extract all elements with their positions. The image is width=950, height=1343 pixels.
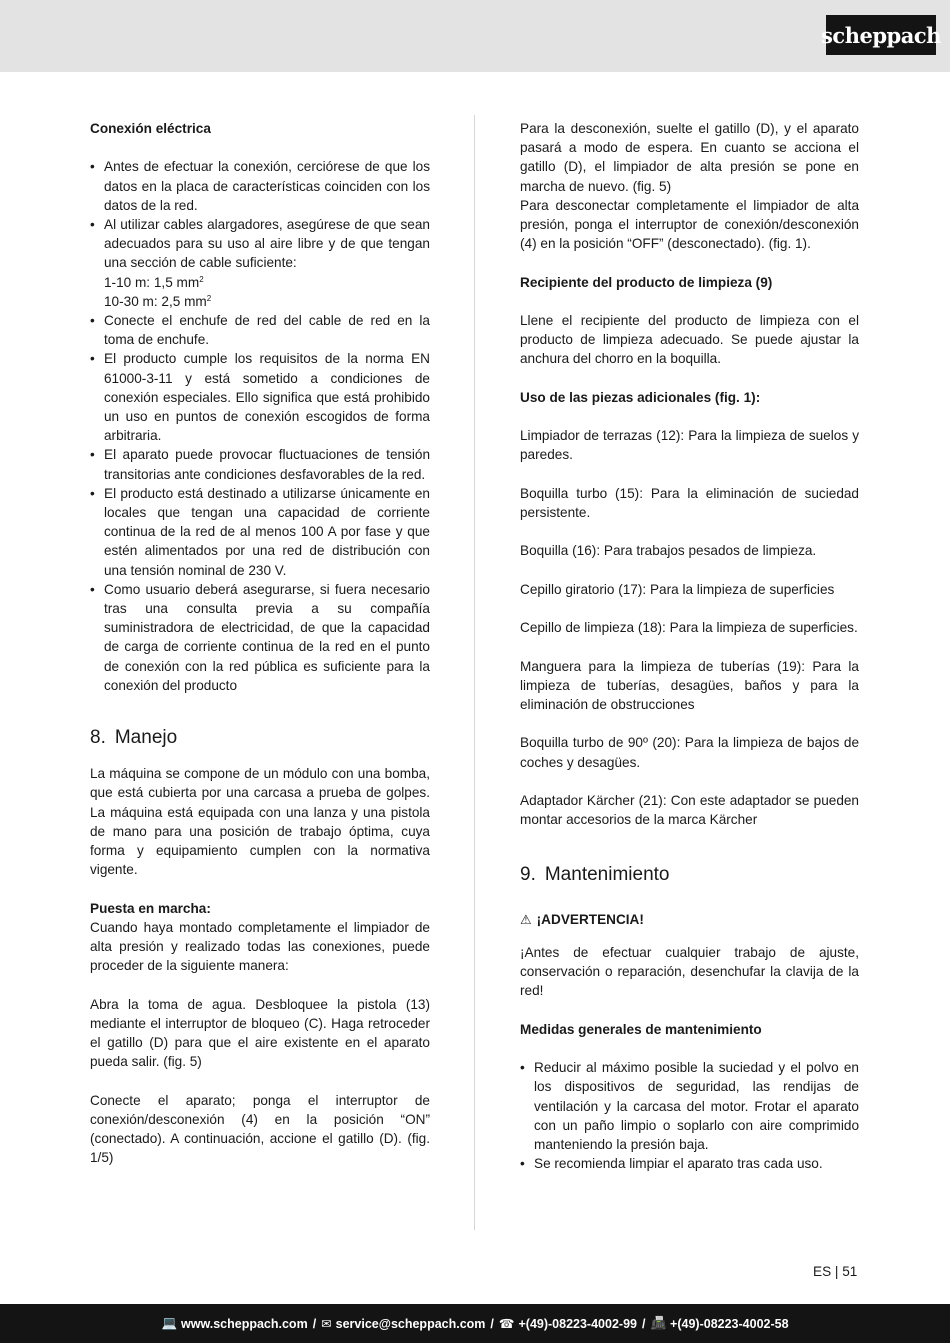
column-divider [474,115,475,1230]
computer-icon: 💻 [161,1316,178,1330]
footer-email-link[interactable]: service@scheppach.com [335,1316,486,1331]
header-band [0,0,950,72]
heading-start-up: Puesta en marcha: [90,900,211,916]
footer-website-link[interactable]: www.scheppach.com [181,1316,308,1331]
page-number: ES | 51 [813,1264,858,1279]
electrical-bullet-list [90,157,430,695]
left-column [90,119,430,1167]
list-item-text: Al utilizar cables alargadores, asegúrese de que sean adecuados para su uso al aire libre y de que tengan una sección de cable suficiente: [104,217,430,271]
accessory-item: Adaptador Kärcher (21): Con este adaptador se pueden montar accesorios de la marca Kärcher [520,792,859,828]
right-column [520,119,859,1173]
heading-accessories: Uso de las piezas adicionales (fig. 1): [520,389,761,405]
list-item: • El aparato puede provocar fluctuaciones de tensión transitorias ante condiciones desfavorables de la red. [90,445,430,483]
paragraph-warning: ¡Antes de efectuar cualquier trabajo de ajuste, conservación o reparación, desenchufar la clavija de la red! [520,944,859,999]
phone-icon: ☎ [498,1317,515,1331]
accessory-item: Cepillo giratorio (17): Para la limpieza de superficies [520,581,835,597]
footer-fax: +(49)-08223-4002-58 [670,1316,789,1331]
accessory-item: Boquilla turbo de 90º (20): Para la limpieza de bajos de coches y desagües. [520,735,859,770]
paragraph-operation-intro: La máquina se compone de un módulo con una bomba, que está cubierta por una carcasa a prueba de golpes. La máquina está equipada con una lanza y una pistola de mano para una posición de trabajo óptima, cuya forma y equipamiento cumplen con la normativa vigente. [90,766,430,878]
paragraph-disconnect-2: Para desconectar completamente el limpiador de alta presión, ponga el interruptor de conexión/desconexión (4) en la posición “OFF” (desconectado). (fig. 1). [520,197,859,252]
cable-spec-1: 1-10 m: 1,5 $mm^2$ [104,274,204,290]
fax-icon: 📠 [650,1316,667,1330]
maintenance-bullet-list [520,1058,859,1173]
cable-spec-2: 10-30 m: 2,5 $mm^2$ [104,293,212,309]
list-item: • Reducir al máximo posible la suciedad y el polvo en los dispositivos de seguridad, las rendijas de ventilación y la carcasa del motor. Frotar el aparato con un paño limpio o soplarlo con aire comprimido manteniendo la presión baja. [520,1058,859,1154]
accessory-item: Boquilla (16): Para trabajos pesados de limpieza. [520,543,817,559]
heading-electrical-connection: Conexión eléctrica [90,121,211,136]
accessory-item: Limpiador de terrazas (12): Para la limpieza de suelos y paredes. [520,428,859,463]
paragraph-start-3: Conecte el aparato; ponga el interruptor de conexión/desconexión (4) en la posición “ON” (conectado). A continuación, accione el gatillo (D). (fig. 1/5) [90,1092,430,1166]
paragraph-start-1: Cuando haya montado completamente el limpiador de alta presión y realizado todas las conexiones, puede proceder de la siguiente manera: [90,919,430,974]
footer-bar: 💻 www.scheppach.com / ✉ service@scheppach.com / ☎ +(49)-08223-4002-99 / 📠 +(49)-08223-4002-58 [0,1304,950,1343]
mail-icon: ✉ [321,1317,332,1331]
brand-logo [821,15,941,55]
accessory-item: Manguera para la limpieza de tuberías (19): Para la limpieza de tuberías, desagües, baños y para la eliminación de obstrucciones [520,658,859,712]
list-item [90,215,430,311]
list-item: • El producto está destinado a utilizarse únicamente en locales que tengan una capacidad de corriente continua de la red de al menos 100 A por fase y que estén alimentados por una red de distribución con una tensión nominal de 230 V. [90,484,430,580]
footer-phone[interactable]: +(49)-08223-4002-99 [518,1316,637,1331]
warning-heading: ⚠ ¡ADVERTENCIA! [520,910,859,929]
list-item: • El producto cumple los requisitos de la norma EN 61000-3-11 y está sometido a condiciones de conexión especiales. Ello significa que está prohibido un uso en puntos de conexión escogidos de forma arbitraria. [90,349,430,445]
paragraph-start-2: Abra la toma de agua. Desbloquee la pistola (13) mediante el interruptor de bloqueo (C). Haga retroceder el gatillo (D) para que el aire existente en el aparato pueda salir. (fig. 5) [90,996,430,1070]
heading-general-maintenance: Medidas generales de mantenimiento [520,1021,762,1037]
list-item: • Antes de efectuar la conexión, cerciórese de que los datos en la placa de características coinciden con los datos de la red. [90,157,430,215]
list-item: • Conecte el enchufe de red del cable de red en la toma de enchufe. [90,311,430,349]
accessory-item: Boquilla turbo (15): Para la eliminación de suciedad persistente. [520,485,859,520]
warning-triangle-icon: ⚠ [520,912,532,928]
accessory-item: Cepillo de limpieza (18): Para la limpieza de superficies. [520,620,858,636]
section-heading-8: 8. Manejo [90,727,178,749]
section-heading-9: 9. Mantenimiento [520,863,670,885]
paragraph-disconnect-1: Para la desconexión, suelte el gatillo (D), y el aparato pasará a modo de espera. En cuanto se acciona el gatillo (D), el limpiador de alta presión se pone en marcha de nuevo. (fig. 5) [520,121,859,194]
list-item: • Se recomienda limpiar el aparato tras cada uso. [520,1154,859,1173]
brand-name: scheppach [821,22,941,48]
paragraph-cleaning-container: Llene el recipiente del producto de limpieza con el producto de limpieza adecuado. Se puede ajustar la anchura del chorro en la boquilla. [520,313,859,367]
heading-cleaning-container: Recipiente del producto de limpieza (9) [520,274,773,290]
list-item: • Como usuario deberá asegurarse, si fuera necesario tras una consulta previa a su compañía suministradora de electricidad, de que la capacidad de carga de corriente continua de la red en el punto de conexión con la red pública es suficiente para la conexión del producto [90,580,430,695]
